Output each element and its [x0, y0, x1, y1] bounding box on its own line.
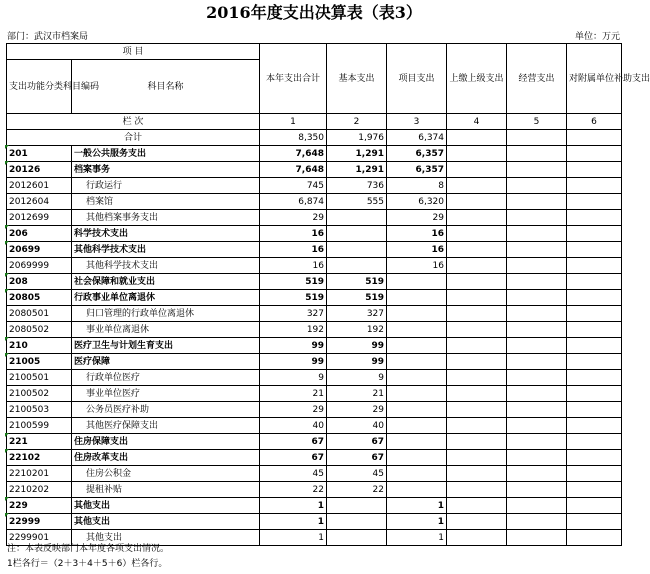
department-label: 部门：武汉市档案局	[7, 32, 89, 42]
row-value	[567, 386, 622, 402]
row-code: 206	[7, 226, 72, 242]
row-value	[507, 178, 567, 194]
row-value	[327, 498, 387, 514]
row-name: 其他科学技术支出	[72, 258, 260, 274]
row-value: 67	[260, 450, 327, 466]
row-value: 6,357	[387, 146, 447, 162]
row-value: 45	[327, 466, 387, 482]
row-value: 555	[327, 194, 387, 210]
row-value	[567, 434, 622, 450]
row-code: 221	[7, 434, 72, 450]
header-col-2: 基本支出	[327, 44, 387, 114]
row-value: 16	[260, 242, 327, 258]
table-row	[7, 274, 622, 290]
row-value	[447, 370, 507, 386]
row-name: 行政单位医疗	[72, 370, 260, 386]
total-value	[447, 130, 507, 146]
table-row	[7, 162, 622, 178]
row-value: 16	[260, 226, 327, 242]
row-value	[447, 418, 507, 434]
row-value	[507, 370, 567, 386]
row-value: 519	[327, 290, 387, 306]
row-value: 327	[260, 306, 327, 322]
row-value	[447, 146, 507, 162]
table-note: 注：本表反映部门本年度各项支出情况。	[7, 544, 170, 554]
total-row	[7, 130, 622, 146]
row-code: 22102	[7, 450, 72, 466]
row-code: 2100502	[7, 386, 72, 402]
row-value: 192	[260, 322, 327, 338]
total-value: 8,350	[260, 130, 327, 146]
row-value	[567, 354, 622, 370]
row-value: 16	[387, 258, 447, 274]
row-value	[447, 434, 507, 450]
row-code: 2299901	[7, 530, 72, 546]
row-value: 21	[327, 386, 387, 402]
table-row	[7, 434, 622, 450]
row-value	[507, 306, 567, 322]
row-name: 一般公共服务支出	[72, 146, 260, 162]
total-label: 合计	[7, 130, 260, 146]
row-value: 1	[387, 530, 447, 546]
row-value: 67	[260, 434, 327, 450]
row-value	[447, 194, 507, 210]
row-code: 2100599	[7, 418, 72, 434]
row-value	[567, 178, 622, 194]
row-code: 2069999	[7, 258, 72, 274]
row-value	[447, 514, 507, 530]
header-item: 项 目	[7, 44, 260, 60]
table-row	[7, 450, 622, 466]
row-value	[447, 242, 507, 258]
row-value: 745	[260, 178, 327, 194]
row-value	[507, 418, 567, 434]
row-value: 45	[260, 466, 327, 482]
header-col-3: 项目支出	[387, 44, 447, 114]
row-value	[387, 290, 447, 306]
row-value	[507, 466, 567, 482]
row-value	[567, 162, 622, 178]
table-row	[7, 418, 622, 434]
row-code: 229	[7, 498, 72, 514]
row-name: 档案馆	[72, 194, 260, 210]
row-name: 其他档案事务支出	[72, 210, 260, 226]
row-value: 67	[327, 450, 387, 466]
row-value	[507, 434, 567, 450]
row-value: 9	[327, 370, 387, 386]
row-value: 1	[260, 514, 327, 530]
row-name: 住房保障支出	[72, 434, 260, 450]
table-row	[7, 338, 622, 354]
total-value: 6,374	[387, 130, 447, 146]
row-value: 519	[327, 274, 387, 290]
row-value: 6,320	[387, 194, 447, 210]
row-code: 20699	[7, 242, 72, 258]
row-value	[447, 306, 507, 322]
row-value: 16	[260, 258, 327, 274]
row-value: 99	[260, 354, 327, 370]
row-value	[567, 258, 622, 274]
row-value	[447, 322, 507, 338]
row-value	[507, 482, 567, 498]
row-name: 住房改革支出	[72, 450, 260, 466]
row-value	[387, 402, 447, 418]
row-value: 40	[260, 418, 327, 434]
row-value	[567, 498, 622, 514]
row-name: 提租补贴	[72, 482, 260, 498]
row-code: 2012699	[7, 210, 72, 226]
row-value	[387, 418, 447, 434]
row-value	[447, 482, 507, 498]
row-value	[567, 146, 622, 162]
row-value	[327, 258, 387, 274]
row-value: 99	[260, 338, 327, 354]
table-row	[7, 514, 622, 530]
row-name: 行政事业单位离退休	[72, 290, 260, 306]
row-value: 1,291	[327, 146, 387, 162]
row-value	[567, 514, 622, 530]
row-value	[507, 290, 567, 306]
row-value	[327, 210, 387, 226]
row-value	[567, 194, 622, 210]
row-value: 22	[327, 482, 387, 498]
row-code: 2012601	[7, 178, 72, 194]
row-value	[387, 274, 447, 290]
row-value	[387, 482, 447, 498]
header-col-1: 本年支出合计	[260, 44, 327, 114]
row-value: 1	[260, 530, 327, 546]
row-name: 住房公积金	[72, 466, 260, 482]
row-value: 327	[327, 306, 387, 322]
table-row	[7, 466, 622, 482]
row-value	[387, 466, 447, 482]
row-value	[447, 498, 507, 514]
unit-label: 单位：万元	[574, 32, 620, 42]
row-value	[447, 226, 507, 242]
row-value: 736	[327, 178, 387, 194]
row-name: 其他支出	[72, 530, 260, 546]
row-value: 519	[260, 290, 327, 306]
row-value	[507, 450, 567, 466]
row-code: 201	[7, 146, 72, 162]
row-value: 21	[260, 386, 327, 402]
table-row	[7, 322, 622, 338]
row-value	[387, 338, 447, 354]
row-name: 事业单位离退休	[72, 322, 260, 338]
row-value: 8	[387, 178, 447, 194]
row-value: 9	[260, 370, 327, 386]
expenditure-table	[6, 43, 650, 546]
row-value	[447, 258, 507, 274]
row-name: 事业单位医疗	[72, 386, 260, 402]
row-value	[567, 290, 622, 306]
row-value	[507, 498, 567, 514]
row-value	[507, 194, 567, 210]
row-name: 档案事务	[72, 162, 260, 178]
row-code: 21005	[7, 354, 72, 370]
row-value: 1	[387, 498, 447, 514]
row-value	[387, 306, 447, 322]
row-value: 6,874	[260, 194, 327, 210]
row-name: 其他支出	[72, 514, 260, 530]
row-name: 归口管理的行政单位离退休	[72, 306, 260, 322]
row-value	[507, 354, 567, 370]
row-value	[507, 242, 567, 258]
row-name: 行政运行	[72, 178, 260, 194]
row-value	[567, 482, 622, 498]
row-value	[447, 466, 507, 482]
table-row	[7, 498, 622, 514]
row-value	[387, 370, 447, 386]
row-code: 210	[7, 338, 72, 354]
table-row	[7, 242, 622, 258]
row-value	[507, 258, 567, 274]
row-value	[447, 450, 507, 466]
row-value: 1	[260, 498, 327, 514]
ordinal-4: 4	[447, 114, 507, 130]
row-value	[447, 178, 507, 194]
header-name: 科目名称	[72, 60, 260, 114]
row-name: 医疗保障	[72, 354, 260, 370]
row-value	[507, 322, 567, 338]
table-row	[7, 210, 622, 226]
row-value: 519	[260, 274, 327, 290]
row-value	[567, 226, 622, 242]
row-value	[327, 226, 387, 242]
table-row	[7, 258, 622, 274]
table-row	[7, 194, 622, 210]
row-value	[507, 402, 567, 418]
row-value	[507, 530, 567, 546]
row-value: 29	[260, 210, 327, 226]
table-row	[7, 386, 622, 402]
page-title: 2016年度支出决算表（表3）	[206, 3, 422, 22]
row-name: 医疗卫生与计划生育支出	[72, 338, 260, 354]
ordinal-2: 2	[327, 114, 387, 130]
row-value	[447, 530, 507, 546]
row-value: 99	[327, 338, 387, 354]
row-code: 2210201	[7, 466, 72, 482]
row-code: 2100503	[7, 402, 72, 418]
row-name: 公务员医疗补助	[72, 402, 260, 418]
ordinal-5: 5	[507, 114, 567, 130]
row-value	[387, 322, 447, 338]
row-value: 7,648	[260, 146, 327, 162]
row-value	[327, 242, 387, 258]
row-code: 2210202	[7, 482, 72, 498]
row-value	[447, 162, 507, 178]
table-row	[7, 370, 622, 386]
row-code: 2100501	[7, 370, 72, 386]
row-value	[567, 242, 622, 258]
row-value: 16	[387, 226, 447, 242]
row-code: 2012604	[7, 194, 72, 210]
row-value: 29	[260, 402, 327, 418]
header-ordinal-label: 栏 次	[7, 114, 260, 130]
row-value	[567, 418, 622, 434]
row-value	[507, 514, 567, 530]
table-row	[7, 354, 622, 370]
row-name: 科学技术支出	[72, 226, 260, 242]
row-value	[447, 386, 507, 402]
total-value	[507, 130, 567, 146]
row-value: 67	[327, 434, 387, 450]
row-value	[327, 530, 387, 546]
row-value: 6,357	[387, 162, 447, 178]
row-value: 99	[327, 354, 387, 370]
row-value	[507, 386, 567, 402]
row-value	[327, 514, 387, 530]
row-value	[567, 450, 622, 466]
row-value: 1	[387, 514, 447, 530]
row-value	[567, 322, 622, 338]
header-code: 支出功能分类科目编码	[7, 60, 72, 114]
row-name: 社会保障和就业支出	[72, 274, 260, 290]
row-value	[387, 386, 447, 402]
ordinal-1: 1	[260, 114, 327, 130]
row-value	[507, 162, 567, 178]
row-value	[507, 274, 567, 290]
table-row	[7, 306, 622, 322]
table-row	[7, 178, 622, 194]
row-value	[567, 466, 622, 482]
row-value	[387, 354, 447, 370]
row-value	[567, 402, 622, 418]
header-col-4: 上缴上级支出	[447, 44, 507, 114]
row-name: 其他科学技术支出	[72, 242, 260, 258]
row-value	[567, 210, 622, 226]
table-row	[7, 402, 622, 418]
total-value	[567, 130, 622, 146]
ordinal-6: 6	[567, 114, 622, 130]
table-row	[7, 226, 622, 242]
row-value	[507, 210, 567, 226]
row-value: 7,648	[260, 162, 327, 178]
row-value	[447, 290, 507, 306]
header-col-6: 对附属单位补助支出	[567, 44, 622, 114]
header-col-5: 经营支出	[507, 44, 567, 114]
row-value	[567, 274, 622, 290]
row-code: 20805	[7, 290, 72, 306]
row-value	[447, 402, 507, 418]
row-value	[567, 338, 622, 354]
row-value: 29	[387, 210, 447, 226]
row-value: 1,291	[327, 162, 387, 178]
total-value: 1,976	[327, 130, 387, 146]
ordinal-3: 3	[387, 114, 447, 130]
row-value: 40	[327, 418, 387, 434]
row-value	[567, 370, 622, 386]
row-value	[507, 338, 567, 354]
row-code: 20126	[7, 162, 72, 178]
row-value	[447, 274, 507, 290]
row-code: 22999	[7, 514, 72, 530]
row-name: 其他支出	[72, 498, 260, 514]
row-value	[447, 354, 507, 370]
row-value	[567, 306, 622, 322]
row-code: 2080501	[7, 306, 72, 322]
table-note: 1栏各行＝（2＋3＋4＋5＋6）栏各行。	[7, 559, 168, 569]
row-value: 16	[387, 242, 447, 258]
table-row	[7, 290, 622, 306]
table-row	[7, 146, 622, 162]
row-value	[387, 450, 447, 466]
row-value: 192	[327, 322, 387, 338]
row-value	[447, 338, 507, 354]
row-code: 2080502	[7, 322, 72, 338]
row-value	[507, 226, 567, 242]
row-value	[567, 530, 622, 546]
row-value	[507, 146, 567, 162]
table-row	[7, 482, 622, 498]
row-value	[447, 210, 507, 226]
row-code: 208	[7, 274, 72, 290]
row-value	[387, 434, 447, 450]
row-value: 22	[260, 482, 327, 498]
row-name: 其他医疗保障支出	[72, 418, 260, 434]
row-value: 29	[327, 402, 387, 418]
